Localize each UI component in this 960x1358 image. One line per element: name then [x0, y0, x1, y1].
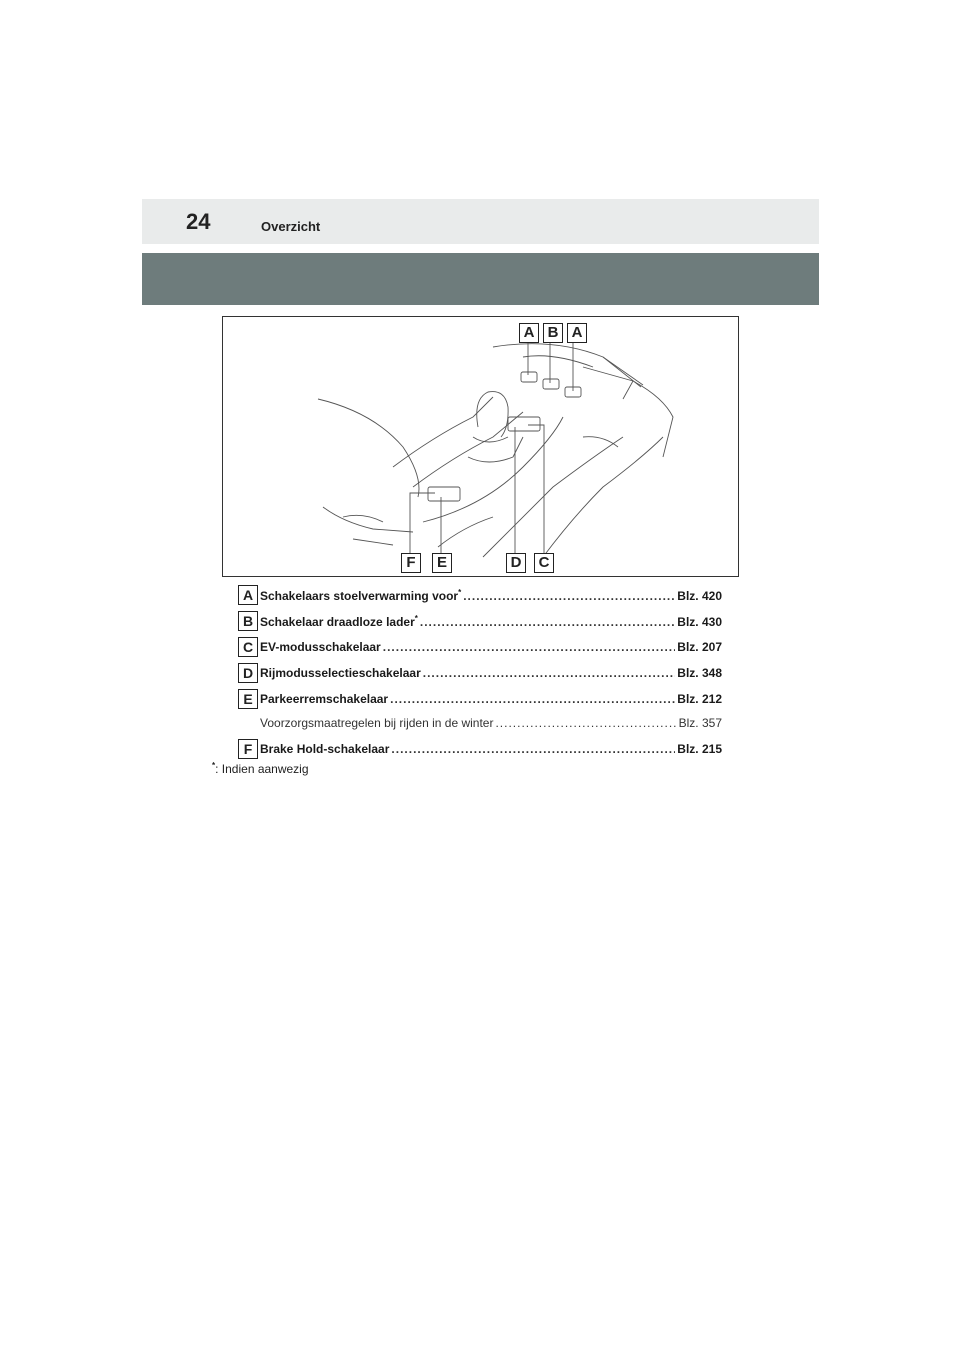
item-asterisk: *	[414, 614, 418, 623]
leader-dots	[390, 692, 675, 706]
leader-dots	[495, 716, 676, 730]
callout-bottom-2: E	[432, 553, 452, 573]
callout-top-2: B	[543, 323, 563, 343]
console-illustration	[222, 316, 739, 577]
item-letter: F	[238, 739, 258, 759]
list-subitem	[238, 713, 722, 733]
item-letter: C	[238, 637, 258, 657]
item-label: Brake Hold-schakelaar	[260, 742, 390, 756]
footnote-mark: *	[212, 761, 216, 770]
list-item	[238, 739, 722, 759]
page-number: 24	[186, 209, 211, 234]
list-item	[238, 637, 722, 657]
list-item	[238, 663, 722, 683]
page-reference: Blz. 430	[677, 615, 722, 629]
page-reference: Blz. 215	[677, 742, 722, 756]
page-reference: Blz. 420	[677, 589, 722, 603]
item-asterisk: *	[458, 588, 462, 597]
leader-dots	[383, 640, 676, 654]
subitem-label: Voorzorgsmaatregelen bij rijden in de winter	[260, 716, 494, 730]
leader-dots	[420, 615, 675, 629]
page-reference: Blz. 348	[677, 666, 722, 680]
item-label: EV-modusschakelaar	[260, 640, 381, 654]
page-reference: Blz. 212	[677, 692, 722, 706]
list-item	[238, 585, 722, 605]
callout-bottom-1: F	[401, 553, 421, 573]
list-item	[238, 611, 722, 631]
callout-bottom-4: C	[534, 553, 554, 573]
item-label: Parkeerremschakelaar	[260, 692, 389, 706]
page-reference: Blz. 357	[678, 716, 722, 730]
leader-dots	[391, 742, 675, 756]
section-title: Overzicht	[261, 219, 321, 234]
page-reference: Blz. 207	[677, 640, 722, 654]
callout-bottom-3: D	[506, 553, 526, 573]
callout-top-3: A	[567, 323, 587, 343]
leader-dots	[423, 666, 676, 680]
item-letter: E	[238, 689, 258, 709]
item-label: Schakelaars stoelverwarming voor	[260, 589, 459, 603]
item-letter: B	[238, 611, 258, 631]
item-letter: D	[238, 663, 258, 683]
item-label: Rijmodusselectieschakelaar	[260, 666, 421, 680]
title-band	[142, 253, 819, 305]
callout-top-1: A	[519, 323, 539, 343]
list-item	[238, 689, 722, 709]
page-header	[142, 199, 819, 244]
console-drawing	[223, 317, 739, 577]
footnote	[212, 761, 309, 776]
leader-dots	[463, 589, 675, 603]
item-letter: A	[238, 585, 258, 605]
item-label: Schakelaar draadloze lader	[260, 615, 415, 629]
footnote-text: : Indien aanwezig	[215, 762, 309, 776]
